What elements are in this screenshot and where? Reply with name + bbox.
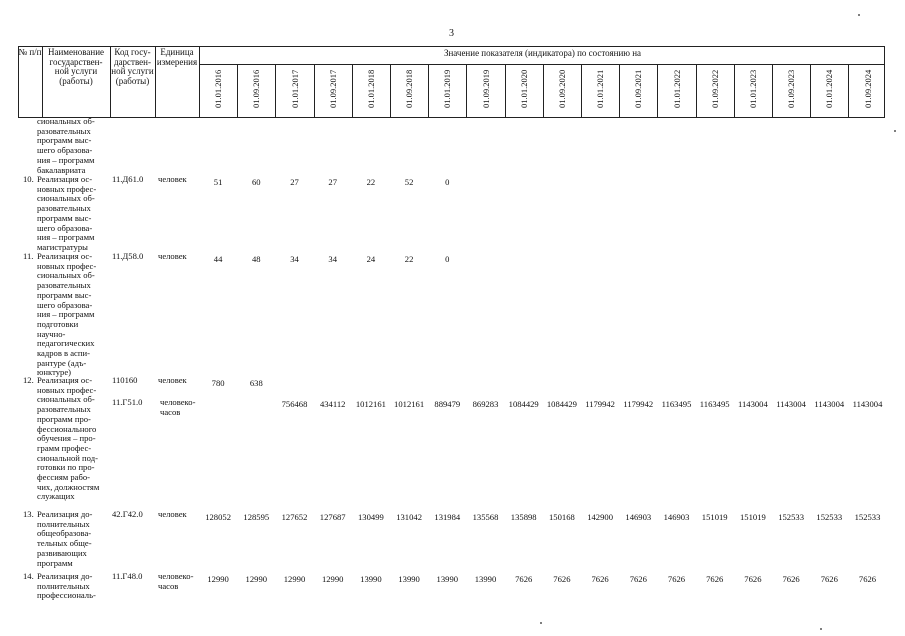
value-cell: 13990 bbox=[360, 574, 382, 584]
value-cell: 142900 bbox=[587, 512, 613, 522]
service-name-line: ния – программ bbox=[37, 232, 95, 243]
service-name-line: фессионального bbox=[37, 423, 97, 434]
service-name-line: ния – программ bbox=[37, 154, 95, 165]
service-name-line: сиональной под- bbox=[37, 452, 98, 463]
scan-speck bbox=[540, 622, 542, 624]
value-cell: 146903 bbox=[663, 512, 690, 522]
service-name-line: сиональных об- bbox=[37, 394, 95, 405]
service-name-line: профессиональ- bbox=[37, 590, 96, 601]
unit: часов bbox=[160, 406, 181, 417]
unit: часов bbox=[158, 580, 179, 591]
scan-speck bbox=[894, 130, 896, 132]
grid-line bbox=[772, 64, 773, 118]
header-date: 01.01.2017 bbox=[289, 69, 300, 108]
value-cell: 131984 bbox=[434, 512, 461, 522]
value-cell: 131042 bbox=[396, 512, 422, 522]
unit: человеко- bbox=[160, 397, 196, 407]
service-name-line: шего образова- bbox=[37, 145, 93, 156]
value-cell: 52 bbox=[404, 177, 414, 187]
header-value-title bbox=[200, 49, 885, 59]
header-name-text: Наименование государствен- ной услуги (работы) bbox=[47, 47, 105, 86]
header-date: 01.09.2021 bbox=[633, 69, 644, 108]
value-cell: 34 bbox=[290, 254, 299, 264]
row-number: 14. bbox=[23, 571, 34, 581]
grid-line bbox=[18, 117, 885, 118]
service-name-line: разовательных bbox=[37, 125, 91, 136]
value-cell: 51 bbox=[213, 177, 223, 187]
value-cell: 1163495 bbox=[699, 399, 730, 409]
value-cell: 1179942 bbox=[623, 399, 654, 409]
grid-line bbox=[657, 64, 658, 118]
grid-line bbox=[275, 64, 276, 118]
service-code: 110160 bbox=[112, 375, 138, 385]
service-name-line: сиональных об- bbox=[37, 116, 95, 126]
unit: человек bbox=[158, 251, 187, 261]
grid-line bbox=[466, 64, 467, 118]
header-num bbox=[18, 48, 42, 58]
service-name-line: Реализация ос- bbox=[37, 375, 93, 385]
value-cell: 27 bbox=[328, 177, 337, 187]
value-cell: 7626 bbox=[820, 574, 838, 584]
value-cell: 34 bbox=[328, 254, 337, 264]
grid-line bbox=[619, 64, 620, 118]
service-name-line: полнительных bbox=[37, 580, 90, 591]
value-cell: 13990 bbox=[474, 574, 497, 584]
value-cell: 7626 bbox=[706, 574, 724, 584]
value-cell: 1012161 bbox=[394, 399, 425, 409]
header-date: 01.01.2021 bbox=[595, 69, 606, 108]
service-name-line: подготовки bbox=[37, 318, 79, 329]
value-cell: 135898 bbox=[510, 512, 537, 522]
service-name-line: новных профес- bbox=[37, 260, 97, 271]
header-date: 01.09.2020 bbox=[556, 69, 567, 108]
service-name-line: Реализация ос- bbox=[37, 174, 93, 184]
service-name-line: грамм профес- bbox=[37, 442, 92, 453]
grid-line bbox=[696, 64, 697, 118]
service-name-line: общеобразова- bbox=[37, 528, 92, 539]
header-date: 01.01.2019 bbox=[442, 69, 453, 108]
service-name-line: разовательных bbox=[37, 280, 91, 291]
value-cell: 128595 bbox=[243, 512, 270, 522]
service-name-line: сиональных об- bbox=[37, 193, 95, 204]
value-cell: 13990 bbox=[398, 574, 420, 584]
value-cell: 48 bbox=[252, 254, 261, 264]
value-cell: 44 bbox=[213, 254, 223, 264]
grid-line bbox=[848, 64, 849, 118]
service-name-line: Реализация ос- bbox=[37, 251, 93, 261]
header-date: 01.09.2022 bbox=[709, 69, 720, 108]
grid-line bbox=[390, 64, 391, 118]
service-name-line: бакалавриата bbox=[37, 164, 86, 175]
row-number: 12. bbox=[23, 375, 34, 385]
service-name-line: рантуре (адъ- bbox=[37, 357, 87, 368]
header-date: 01.01.2020 bbox=[518, 69, 529, 108]
grid-line bbox=[505, 64, 506, 118]
service-name-line: магистратуры bbox=[37, 241, 88, 252]
header-unit bbox=[156, 48, 198, 67]
value-cell: 1084429 bbox=[508, 399, 539, 409]
value-cell: 151019 bbox=[740, 512, 766, 522]
header-date: 01.01.2023 bbox=[747, 69, 758, 108]
service-name-line: новных профес- bbox=[37, 183, 97, 194]
service-name-line: программ про- bbox=[37, 413, 91, 424]
scan-speck bbox=[820, 628, 822, 630]
value-cell: 12990 bbox=[207, 574, 229, 584]
service-name bbox=[37, 510, 112, 568]
value-cell: 7626 bbox=[553, 574, 571, 584]
value-cell: 1163495 bbox=[661, 399, 692, 409]
service-name-line: юнктуре) bbox=[37, 367, 71, 378]
value-cell: 869283 bbox=[472, 399, 499, 409]
service-name bbox=[37, 252, 112, 378]
unit: человек bbox=[158, 375, 187, 385]
value-cell: 889479 bbox=[434, 399, 461, 409]
service-code: 42.Г42.0 bbox=[112, 509, 143, 519]
value-cell: 7626 bbox=[858, 574, 877, 584]
value-cell: 24 bbox=[366, 254, 376, 264]
value-cell: 127652 bbox=[281, 512, 308, 522]
value-cell: 1143004 bbox=[852, 399, 883, 409]
header-date: 01.09.2024 bbox=[862, 69, 873, 108]
grid-line bbox=[428, 64, 429, 118]
value-cell: 434112 bbox=[319, 399, 346, 409]
service-name-line: шего образова- bbox=[37, 299, 93, 310]
value-cell: 7626 bbox=[667, 574, 686, 584]
service-name-line: развивающих bbox=[37, 547, 87, 558]
value-cell: 22 bbox=[366, 177, 376, 187]
value-cell: 7626 bbox=[744, 574, 762, 584]
value-cell: 1084429 bbox=[546, 399, 577, 409]
service-name-line: программ выс- bbox=[37, 135, 92, 146]
service-name-line: педагогических bbox=[37, 338, 95, 349]
value-cell: 7626 bbox=[515, 574, 533, 584]
header-date: 01.01.2016 bbox=[213, 69, 224, 108]
service-name-line: чих, должностям bbox=[37, 481, 100, 492]
unit: человеко- bbox=[158, 571, 194, 581]
service-name bbox=[37, 376, 112, 502]
service-code: 11.Г51.0 bbox=[112, 397, 143, 407]
value-cell: 1143004 bbox=[814, 399, 845, 409]
unit: человек bbox=[158, 509, 187, 519]
value-cell: 130499 bbox=[358, 512, 384, 522]
service-name-line: разовательных bbox=[37, 203, 91, 214]
grid-line bbox=[581, 64, 582, 118]
grid-line bbox=[314, 64, 315, 118]
value-cell: 0 bbox=[445, 177, 450, 187]
header-date: 01.01.2024 bbox=[824, 69, 835, 108]
header-num-text: № п/п bbox=[18, 47, 42, 57]
service-name-line: готовки по про- bbox=[37, 462, 95, 473]
service-name-line: ния – программ bbox=[37, 309, 95, 320]
header-date: 01.09.2019 bbox=[480, 69, 491, 108]
service-name bbox=[37, 572, 112, 601]
service-code: 11.Д61.0 bbox=[112, 174, 144, 184]
header-name bbox=[43, 48, 109, 86]
service-name-line: служащих bbox=[37, 491, 75, 502]
service-name-line: программ выс- bbox=[37, 289, 92, 300]
header-date: 01.01.2018 bbox=[365, 69, 376, 108]
value-cell: 152533 bbox=[816, 512, 843, 522]
service-name-line: фессиям рабо- bbox=[37, 472, 91, 483]
grid-line bbox=[810, 64, 811, 118]
service-name bbox=[37, 175, 112, 253]
value-cell: 60 bbox=[252, 177, 261, 187]
grid-line bbox=[543, 64, 544, 118]
value-cell: 22 bbox=[404, 254, 414, 264]
value-cell: 146903 bbox=[625, 512, 652, 522]
value-cell: 128052 bbox=[205, 512, 231, 522]
value-cell: 152533 bbox=[778, 512, 804, 522]
unit: человек bbox=[158, 174, 187, 184]
header-date: 01.01.2022 bbox=[671, 69, 682, 108]
header-code bbox=[110, 48, 155, 86]
header-date: 01.09.2016 bbox=[251, 69, 262, 108]
service-code: 11.Г48.0 bbox=[112, 571, 143, 581]
row-number: 10. bbox=[23, 174, 34, 184]
value-cell: 13990 bbox=[436, 574, 459, 584]
header-date: 01.09.2018 bbox=[404, 69, 415, 108]
value-cell: 1143004 bbox=[776, 399, 806, 409]
header-unit-text: Единица измерения bbox=[156, 47, 198, 67]
value-cell: 1179942 bbox=[585, 399, 615, 409]
value-cell: 1143004 bbox=[738, 399, 768, 409]
grid-line bbox=[352, 64, 353, 118]
value-cell: 150168 bbox=[549, 512, 575, 522]
service-name-line: шего образова- bbox=[37, 222, 93, 233]
service-name-line: сиональных об- bbox=[37, 270, 95, 281]
value-cell: 780 bbox=[211, 378, 225, 388]
page-number: 3 bbox=[449, 28, 454, 39]
row-number: 11. bbox=[23, 251, 34, 261]
service-name-line: обучения – про- bbox=[37, 433, 96, 444]
service-name-line: полнительных bbox=[37, 518, 90, 529]
value-cell: 127687 bbox=[319, 512, 346, 522]
value-cell: 0 bbox=[445, 254, 450, 264]
service-name-line: разовательных bbox=[37, 404, 91, 415]
service-name-line: программ выс- bbox=[37, 212, 92, 223]
value-cell: 756468 bbox=[281, 399, 308, 409]
value-cell: 1012161 bbox=[355, 399, 386, 409]
service-name-line: научно- bbox=[37, 328, 66, 339]
service-code: 11.Д58.0 bbox=[112, 251, 144, 261]
service-name bbox=[37, 117, 112, 175]
service-name-line: программ bbox=[37, 557, 73, 568]
grid-line bbox=[199, 64, 885, 65]
value-cell: 12990 bbox=[321, 574, 344, 584]
value-cell: 151019 bbox=[701, 512, 728, 522]
row-number: 13. bbox=[23, 509, 34, 519]
value-cell: 7626 bbox=[782, 574, 800, 584]
grid-line bbox=[734, 64, 735, 118]
service-name-line: кадров в аспи- bbox=[37, 348, 90, 359]
value-cell: 12990 bbox=[283, 574, 306, 584]
value-cell: 152533 bbox=[854, 512, 881, 522]
service-name-line: Реализация до- bbox=[37, 571, 93, 581]
header-code-text: Код госу- дарствен- ной услуги (работы) bbox=[111, 47, 154, 86]
value-cell: 135568 bbox=[472, 512, 499, 522]
service-name-line: новных профес- bbox=[37, 384, 97, 395]
value-cell: 7626 bbox=[629, 574, 647, 584]
header-date: 01.09.2017 bbox=[327, 69, 338, 108]
value-cell: 12990 bbox=[245, 574, 268, 584]
grid-line bbox=[237, 64, 238, 118]
value-cell: 27 bbox=[290, 177, 299, 187]
header-date: 01.09.2023 bbox=[786, 69, 797, 108]
value-cell: 7626 bbox=[591, 574, 609, 584]
value-cell: 638 bbox=[249, 378, 263, 388]
scan-speck bbox=[858, 14, 860, 16]
service-name-line: Реализация до- bbox=[37, 509, 93, 519]
header-value-title-text: Значение показателя (индикатора) по состоянию на bbox=[443, 48, 642, 58]
service-name-line: тельных обще- bbox=[37, 538, 92, 549]
